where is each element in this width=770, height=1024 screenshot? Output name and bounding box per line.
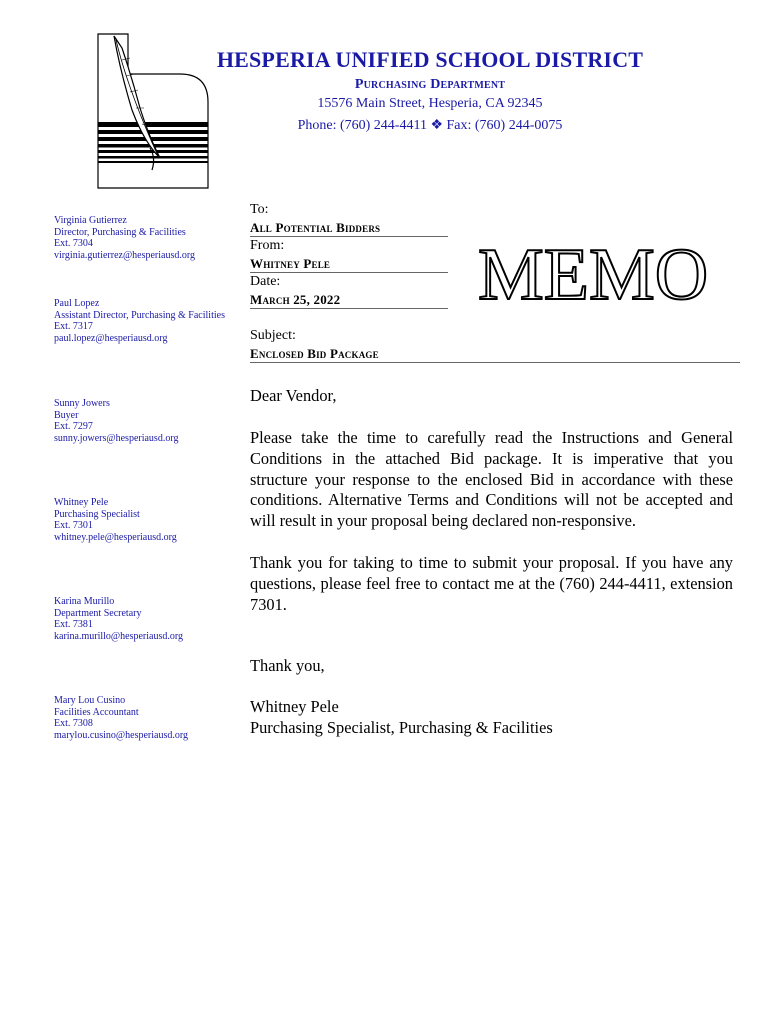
body-paragraph-1: Please take the time to carefully read the Instructions and General Conditions in the attached Bid package. It is imperative that you structure your response to the enclosed Bid in accordance with these conditions. Alternative Terms and Conditions will not be accepted and will result in your proposal being declared non-responsive. — [250, 428, 733, 531]
staff-ext: Ext. 7381 — [54, 619, 93, 631]
staff-name: Karina Murillo — [54, 596, 115, 607]
to-value: All Potential Bidders — [250, 220, 381, 235]
staff-name: Paul Lopez — [54, 298, 100, 309]
staff-title: Department Secretary — [54, 607, 142, 619]
to-label: To: — [250, 202, 269, 217]
staff-entry — [54, 215, 239, 261]
staff-email[interactable]: marylou.cusino@hesperiausd.org — [54, 729, 188, 741]
subject-label: Subject: — [250, 328, 296, 343]
staff-ext: Ext. 7301 — [54, 520, 93, 532]
staff-email[interactable]: sunny.jowers@hesperiausd.org — [54, 432, 179, 444]
staff-email[interactable]: virginia.gutierrez@hesperiausd.org — [54, 249, 196, 261]
divider — [250, 272, 448, 273]
staff-title: Assistant Director, Purchasing & Facilities — [54, 309, 225, 321]
staff-email[interactable]: karina.murillo@hesperiausd.org — [54, 630, 183, 642]
date-label: Date: — [250, 274, 281, 289]
staff-ext: Ext. 7308 — [54, 718, 93, 730]
staff-ext: Ext. 7297 — [54, 421, 93, 433]
district-address: 15576 Main Street, Hesperia, CA 92345 — [317, 96, 543, 111]
district-logo — [92, 30, 212, 190]
staff-title: Purchasing Specialist — [54, 508, 140, 520]
staff-entry — [54, 596, 239, 642]
staff-entry — [54, 298, 239, 344]
staff-ext: Ext. 7304 — [54, 238, 93, 250]
from-value: Whitney Pele — [250, 256, 331, 271]
staff-name: Sunny Jowers — [54, 398, 110, 409]
memo-heading: MEMO — [478, 234, 709, 316]
from-label: From: — [250, 238, 285, 253]
staff-name: Virginia Gutierrez — [54, 215, 127, 226]
divider — [250, 308, 448, 309]
closing: Thank you, — [250, 656, 325, 675]
staff-entry — [54, 497, 239, 543]
signature-title: Purchasing Specialist, Purchasing & Facilities — [250, 718, 553, 737]
staff-title: Buyer — [54, 409, 79, 421]
district-name: HESPERIA UNIFIED SCHOOL DISTRICT — [216, 47, 644, 72]
district-phone-fax: Phone: (760) 244-4411 ❖ Fax: (760) 244-0075 — [297, 118, 563, 133]
staff-email[interactable]: paul.lopez@hesperiausd.org — [54, 332, 168, 344]
staff-title: Director, Purchasing & Facilities — [54, 226, 186, 238]
staff-entry — [54, 695, 239, 741]
divider — [250, 362, 740, 363]
department-name: Purchasing Department — [354, 77, 506, 92]
greeting: Dear Vendor, — [250, 386, 337, 405]
staff-ext: Ext. 7317 — [54, 321, 93, 333]
staff-name: Whitney Pele — [54, 497, 109, 508]
staff-name: Mary Lou Cusino — [54, 695, 126, 706]
date-value: March 25, 2022 — [250, 292, 341, 307]
staff-entry — [54, 398, 239, 444]
staff-email[interactable]: whitney.pele@hesperiausd.org — [54, 531, 177, 543]
signature-name: Whitney Pele — [250, 697, 339, 716]
body-paragraph-2: Thank you for taking to time to submit your proposal. If you have any questions, please feel free to contact me at the (760) 244-4411, extension 7301. — [250, 553, 733, 614]
divider — [250, 236, 448, 237]
subject-value: Enclosed Bid Package — [250, 346, 379, 361]
staff-title: Facilities Accountant — [54, 706, 139, 718]
